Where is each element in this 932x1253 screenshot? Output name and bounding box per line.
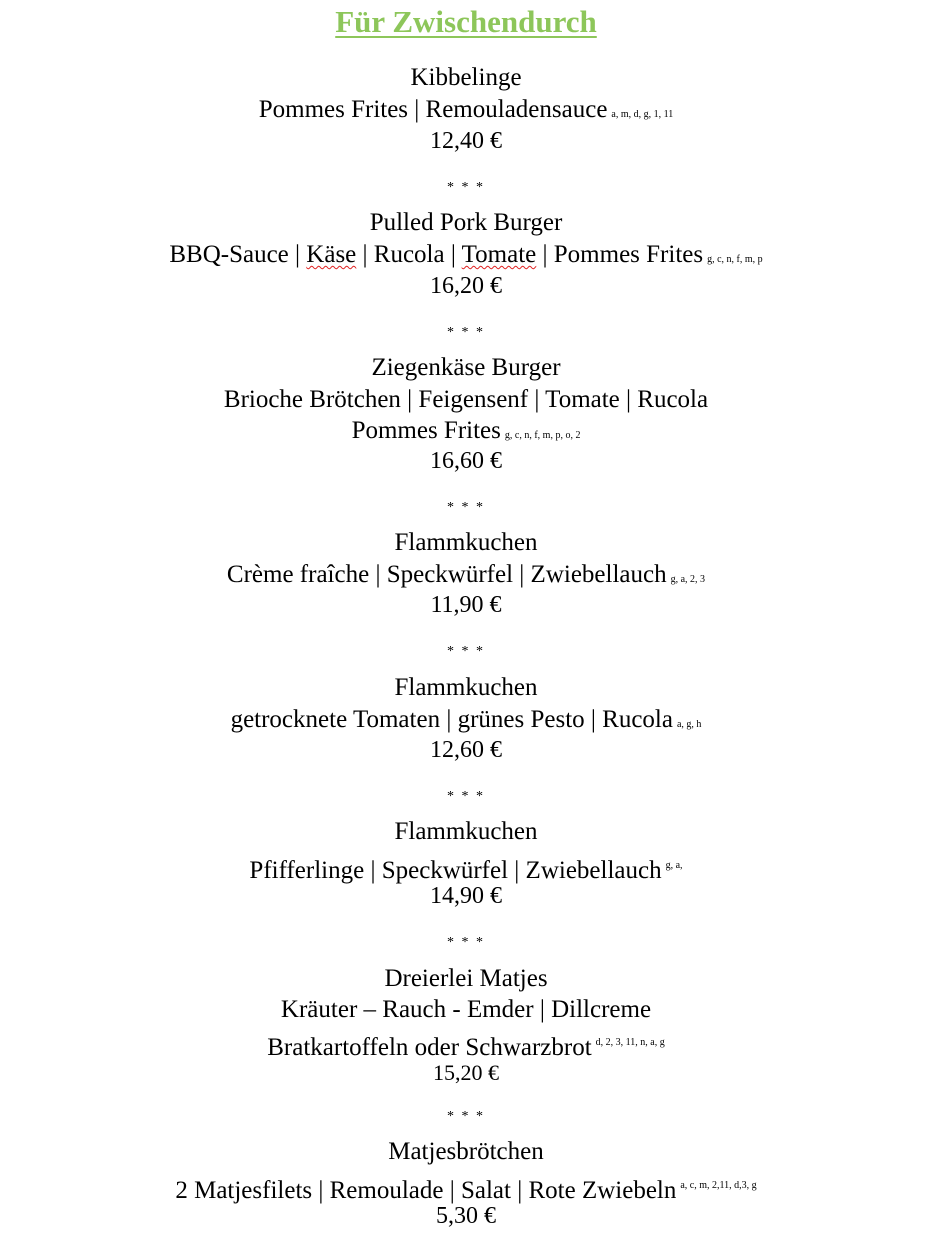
item-name: Ziegenkäse Burger — [371, 354, 561, 381]
item-description: BBQ-Sauce | Käse | Rucola | Tomate | Pommes Frites g, c, n, f, m, p — [169, 241, 763, 268]
item-name: Dreierlei Matjes — [384, 965, 548, 992]
item-price: 16,60 € — [430, 448, 502, 474]
item-description: Kräuter – Rauch - Emder | Dillcreme — [280, 996, 652, 1023]
item-description: 2 Matjesfilets | Remoulade | Salat | Rote Zwiebeln $^{a, c, m, 2,11, d,3, g}$ — [175, 1177, 757, 1204]
allergen-codes: a, m, d, g, 1, 11 — [611, 109, 674, 120]
allergen-codes: d, 2, 3, 11, n, a, g — [595, 1037, 665, 1048]
separator: * * * — [447, 789, 485, 804]
item-name: Kibbelinge — [410, 64, 522, 91]
item-name: Flammkuchen — [394, 674, 538, 701]
separator: * * * — [447, 1109, 485, 1124]
allergen-codes: a, c, m, 2,11, d,3, g — [680, 1180, 757, 1191]
item-description: Brioche Brötchen | Feigensenf | Tomate | Rucola — [223, 386, 709, 413]
item-price: 14,90 € — [430, 883, 502, 909]
separator: * * * — [447, 644, 485, 659]
allergen-codes: g, a, — [665, 860, 683, 871]
item-name: Pulled Pork Burger — [369, 209, 563, 236]
allergen-codes: g, c, n, f, m, p — [707, 254, 763, 265]
item-description: Pfifferlinge | Speckwürfel | Zwiebellauch $^{g, a,}$ — [249, 857, 683, 884]
item-name: Flammkuchen — [394, 529, 538, 556]
item-description: Pommes Frites g, c, n, f, m, p, o, 2 — [351, 417, 581, 444]
separator: * * * — [447, 500, 485, 515]
item-price: 16,20 € — [430, 273, 502, 299]
item-name: Flammkuchen — [394, 818, 538, 845]
item-price: 12,40 € — [430, 128, 502, 154]
allergen-codes: a, g, h — [676, 719, 702, 730]
separator: * * * — [447, 180, 485, 195]
item-price: 11,90 € — [430, 592, 502, 618]
separator: * * * — [447, 935, 485, 950]
item-price: 15,20 € — [433, 1060, 499, 1085]
item-name: Matjesbrötchen — [388, 1138, 544, 1165]
separator: * * * — [447, 325, 485, 340]
item-description: Crème fraîche | Speckwürfel | Zwiebellauch g, a, 2, 3 — [226, 561, 706, 588]
menu-title: Für Zwischendurch — [335, 4, 597, 39]
item-price: 5,30 € — [436, 1203, 496, 1229]
item-description: Pommes Frites | Remouladensauce a, m, d, g, 1, 11 — [258, 96, 674, 123]
allergen-codes: g, a, 2, 3 — [670, 574, 706, 585]
item-price: 12,60 € — [430, 737, 502, 763]
item-description: Bratkartoffeln oder Schwarzbrot $^{d, 2, 3, 11, n, a, g}$ — [267, 1034, 665, 1061]
item-description: getrocknete Tomaten | grünes Pesto | Rucola a, g, h — [230, 706, 702, 733]
allergen-codes: g, c, n, f, m, p, o, 2 — [504, 430, 581, 441]
